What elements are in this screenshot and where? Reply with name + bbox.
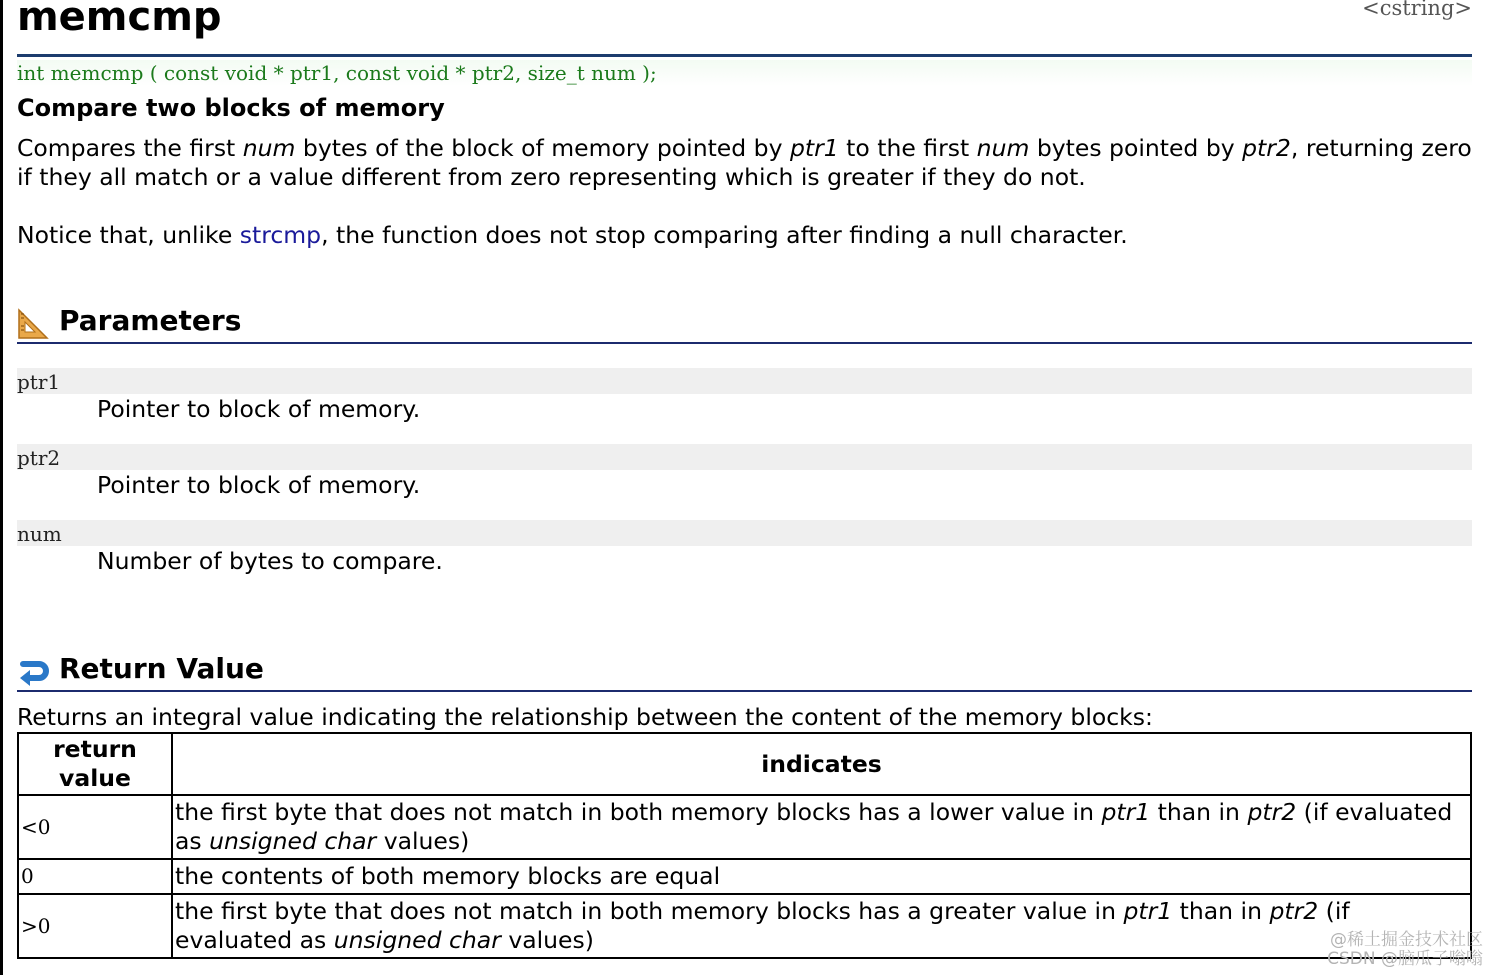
return-meaning	[172, 795, 1471, 859]
text-run: the contents of both memory blocks are equal	[175, 862, 721, 890]
param-desc: Pointer to block of memory.	[97, 471, 421, 499]
return-meaning	[172, 894, 1471, 958]
return-code: >0	[18, 894, 172, 958]
italic-term: ptr1	[789, 134, 839, 162]
text-run: bytes pointed by	[1029, 134, 1243, 162]
italic-term: ptr2	[1269, 897, 1319, 925]
table-row	[18, 894, 1471, 958]
italic-term: ptr1	[1123, 897, 1173, 925]
return-code: <0	[18, 795, 172, 859]
italic-term: num	[242, 134, 296, 162]
text-run: (if evaluated as	[175, 897, 1350, 954]
text-run: bytes of the block of memory pointed by	[295, 134, 790, 162]
text-run: to the first	[838, 134, 977, 162]
return-value-heading: Return Value	[59, 652, 264, 685]
text-run: the first byte that does not match in both memory blocks has a greater value in	[175, 897, 1124, 925]
italic-term: ptr1	[1101, 798, 1151, 826]
return-intro: Returns an integral value indicating the relationship between the content of the memory blocks:	[17, 703, 1153, 731]
param-desc: Number of bytes to compare.	[97, 547, 443, 575]
parameters-heading: Parameters	[59, 304, 242, 337]
return-value-table	[17, 732, 1472, 959]
return-value-header	[17, 654, 1472, 692]
watermark-line: CSDN @脑瓜子嗡嗡	[1327, 949, 1483, 969]
italic-term: num	[976, 134, 1030, 162]
description-paragraph	[17, 134, 1472, 192]
return-meaning	[172, 859, 1471, 894]
italic-term: ptr2	[1242, 134, 1291, 162]
text-run: than in	[1172, 897, 1270, 925]
strcmp-link[interactable]: strcmp	[239, 221, 322, 249]
col-return-value: return value	[18, 733, 172, 795]
text-run: (if evaluated as	[175, 798, 1453, 855]
text-run: , returning zero if they all match or a value different from zero representing which is greater if they do not.	[17, 134, 1472, 191]
param-name: num	[17, 520, 1472, 546]
text-run: Compares the first	[17, 134, 243, 162]
italic-term: unsigned char	[209, 827, 377, 855]
left-border	[0, 0, 3, 975]
text-run: than in	[1150, 798, 1248, 826]
function-prototype: int memcmp ( const void * ptr1, const void * ptr2, size_t num );	[17, 60, 1472, 86]
italic-term: unsigned char	[333, 926, 501, 954]
notice-text-after: , the function does not stop comparing after finding a null character.	[321, 221, 1128, 249]
page-title: memcmp	[17, 0, 222, 40]
table-row	[18, 859, 1471, 894]
italic-term: ptr2	[1247, 798, 1297, 826]
notice-paragraph	[17, 221, 1472, 250]
col-indicates: indicates	[172, 733, 1471, 795]
watermark	[1327, 931, 1483, 969]
param-name: ptr1	[17, 368, 1472, 394]
parameters-header	[17, 306, 1472, 344]
text-run: values)	[500, 926, 594, 954]
text-run: values)	[376, 827, 470, 855]
param-desc: Pointer to block of memory.	[97, 395, 421, 423]
set-square-icon	[17, 308, 49, 340]
title-rule	[17, 54, 1472, 57]
text-run: the first byte that does not match in both memory blocks has a lower value in	[175, 798, 1102, 826]
library-header: <cstring>	[1362, 0, 1472, 20]
watermark-line: @稀土掘金技术社区	[1330, 930, 1483, 950]
return-code: 0	[18, 859, 172, 894]
notice-text-before: Notice that, unlike	[17, 221, 240, 249]
return-arrow-icon	[17, 656, 49, 688]
table-header-row	[18, 733, 1471, 795]
summary: Compare two blocks of memory	[17, 94, 445, 122]
table-row	[18, 795, 1471, 859]
param-name: ptr2	[17, 444, 1472, 470]
